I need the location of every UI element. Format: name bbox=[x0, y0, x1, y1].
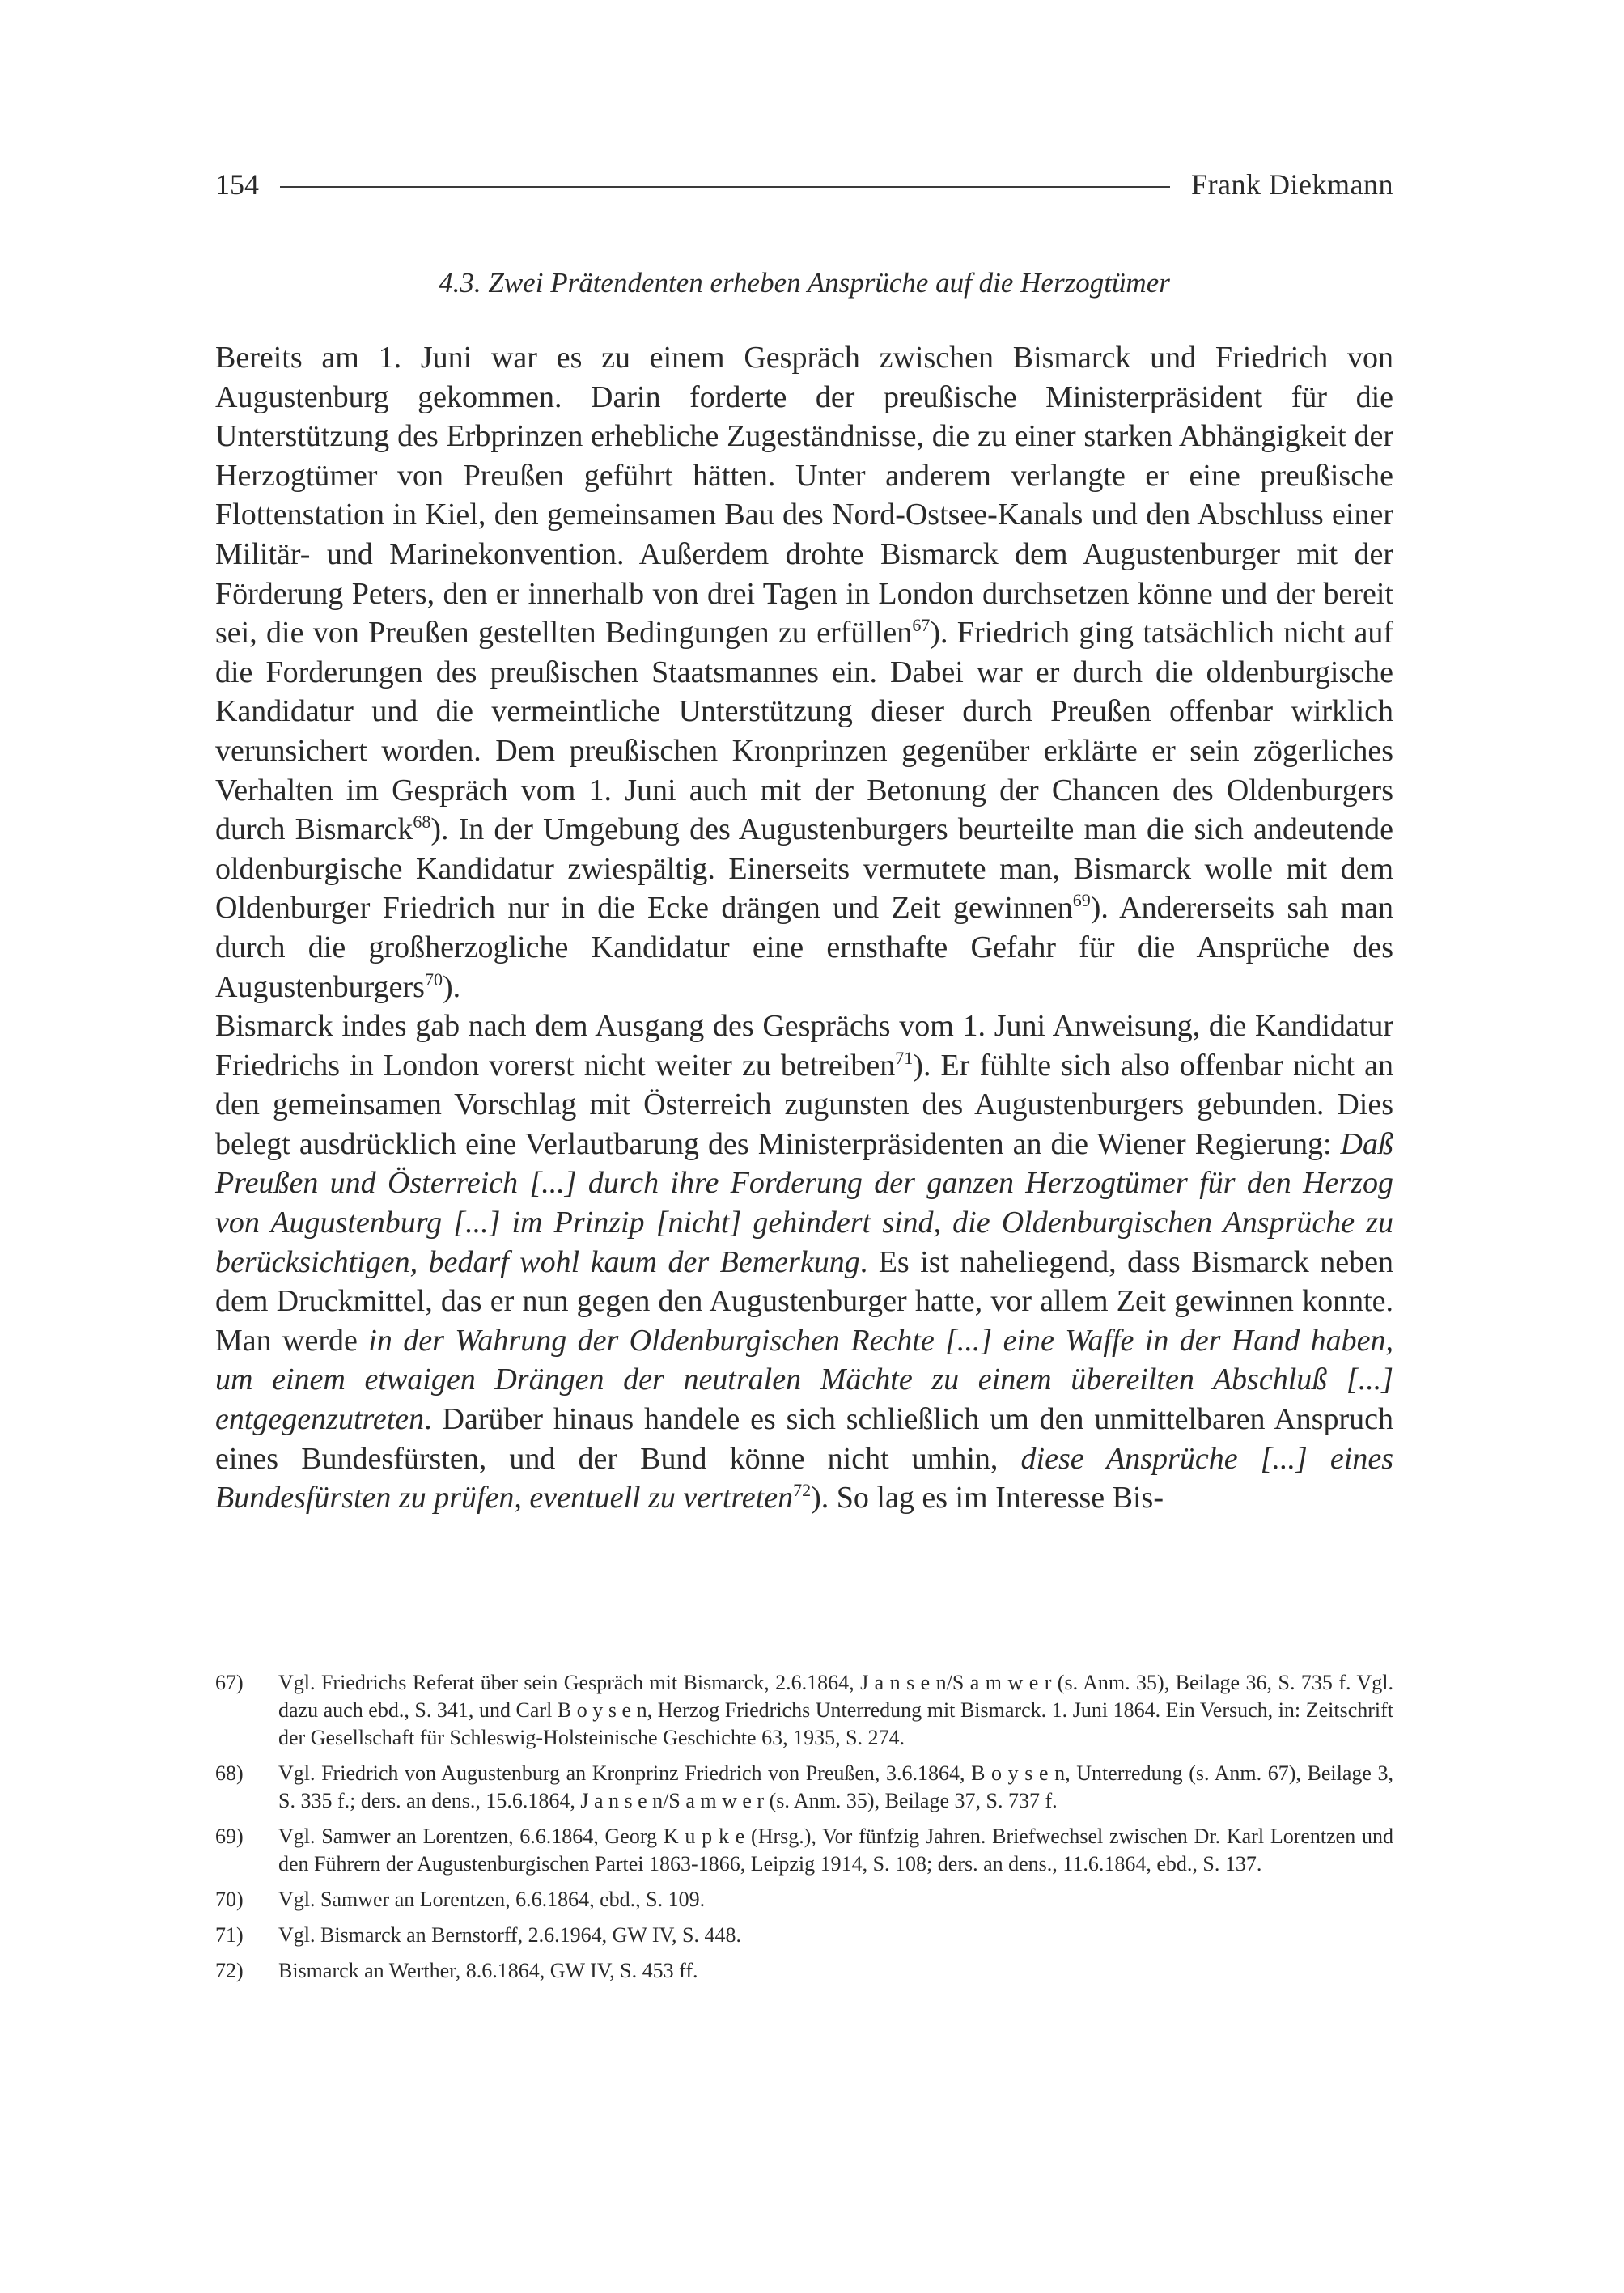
text-run: ). Andererseits sah man durch die großherzogliche Kandidatur eine ernsthafte Gefahr für die Ansprüche des Augustenburgers bbox=[215, 891, 1393, 1004]
text-run: ). In der Umgebung des Augustenburgers beurteilte man die sich andeutende oldenburgische Kandidatur zwiespältig. Einerseits vermutete man, Bismarck wolle mit dem Oldenburger Friedrich nur in die Ecke drängen und Zeit gewinnen bbox=[215, 812, 1394, 926]
text-run: . Es ist naheliegend, dass Bismarck neben dem Druckmittel, das er nun gegen den Augustenburger hatte, vor allem Zeit gewinnen konnte. Man werde bbox=[215, 1244, 1393, 1358]
footnote-ref-68[interactable]: 68 bbox=[413, 812, 431, 833]
text-run: ). Friedrich ging tatsächlich nicht auf die Forderungen des preußischen Staatsmannes ein. Dabei war er durch die oldenburgische Kandidatur und die vermeintliche Unterstützung dieser durch Preußen offenbar wirklich verunsichert worden. Dem preußischen Kronprinzen gegenüber erklärte er sein zögerliches Verhalten im Gespräch vom 1. Juni auch mit der Betonung der Chancen des Oldenburgers durch Bismarck bbox=[215, 616, 1393, 847]
footnote-70 bbox=[215, 1886, 1393, 1914]
body-text bbox=[215, 338, 1393, 1518]
footnote-number: 68) bbox=[215, 1761, 244, 1785]
footnote-text: Vgl. Friedrich von Augustenburg an Kronprinz Friedrich von Preußen, 3.6.1864, B o y s e n, Unterredung (s. Anm. 67), Beilage 3, S. 335 f.; ders. an dens., 15.6.1864, J a n s e n/S a m w e r (s. Anm. 35), Beilage 37, S. 737 f. bbox=[278, 1761, 1393, 1812]
quotation: Daß Preußen und Österreich [...] durch ihre Forderung der ganzen Herzogtümer für den Herzog von Augustenburg [...] im Prinzip [nicht] gehindert sind, die Oldenburgischen Ansprüche zu berücksichtigen, bedarf wohl kaum der Bemerkung bbox=[215, 1126, 1393, 1279]
footnote-ref-69[interactable]: 69 bbox=[1072, 890, 1091, 911]
paragraph-1 bbox=[215, 338, 1393, 1007]
footnote-ref-67[interactable]: 67 bbox=[912, 615, 931, 636]
text-run: Bereits am 1. Juni war es zu einem Gespräch zwischen Bismarck und Friedrich von Augustenburg gekommen. Darin forderte der preußische Ministerpräsident für die Unterstützung des Erbprinzen erhebliche Zugeständnisse, die zu einer starken Abhängigkeit der Herzogtümer von Preußen geführt hätten. Unter anderem verlangte er eine preußische Flottenstation in Kiel, den gemeinsamen Bau des Nord-Ostsee-Kanals und den Abschluss einer Militär- und Marinekonvention. Außerdem drohte Bismarck dem Augustenburger mit der Förderung Peters, den er innerhalb von drei Tagen in London durchsetzen könne und der bereit sei, die von Preußen gestellten Bedingungen zu erfüllen bbox=[215, 341, 1393, 651]
running-head-author: Frank Diekmann bbox=[1191, 168, 1393, 201]
footnote-number: 69) bbox=[215, 1825, 244, 1848]
footnote-ref-70[interactable]: 70 bbox=[424, 968, 443, 990]
page-number: 154 bbox=[215, 168, 259, 201]
footnote-number: 70) bbox=[215, 1888, 244, 1911]
footnote-72 bbox=[215, 1957, 1393, 1985]
running-head bbox=[215, 162, 1393, 207]
footnote-71 bbox=[215, 1922, 1393, 1949]
footnote-text: Vgl. Samwer an Lorentzen, 6.6.1864, ebd., S. 109. bbox=[278, 1888, 706, 1911]
footnote-ref-71[interactable]: 71 bbox=[895, 1047, 914, 1068]
quotation: in der Wahrung der Oldenburgischen Rechte [...] eine Waffe in der Hand haben, um einem etwaigen Drängen der neutralen Mächte zu einem übereilten Abschluß [...] entgegenzutreten bbox=[215, 1323, 1393, 1437]
footnotes bbox=[215, 1669, 1393, 1993]
footnote-number: 67) bbox=[215, 1671, 244, 1694]
footnote-number: 71) bbox=[215, 1923, 244, 1947]
quotation: diese Ansprüche [...] eines Bundesfürsten zu prüfen, eventuell zu vertreten bbox=[215, 1441, 1393, 1515]
section-title: 4.3. Zwei Prätendenten erheben Ansprüche auf die Herzogtümer bbox=[439, 267, 1170, 299]
footnote-69 bbox=[215, 1823, 1393, 1878]
header-rule bbox=[280, 186, 1170, 188]
footnote-text: Vgl. Samwer an Lorentzen, 6.6.1864, Georg K u p k e (Hrsg.), Vor fünfzig Jahren. Briefwechsel zwischen Dr. Karl Lorentzen und den Führern der Augustenburgischen Partei 1863-1866, Leipzig 1914, S. 108; ders. an dens., 11.6.1864, ebd., S. 137. bbox=[278, 1825, 1393, 1876]
footnote-67 bbox=[215, 1669, 1393, 1752]
footnote-number: 72) bbox=[215, 1959, 244, 1982]
text-run: ). Er fühlte sich also offenbar nicht an den gemeinsamen Vorschlag mit Österreich zugunsten des Augustenburgers gebunden. Dies belegt ausdrücklich eine Verlautbarung des Ministerpräsidenten an die Wiener Regierung: bbox=[215, 1048, 1393, 1161]
paragraph-2 bbox=[215, 1007, 1393, 1518]
text-run: . Darüber hinaus handele es sich schließlich um den unmittelbaren Anspruch eines Bundesfürsten, und der Bund könne nicht umhin, bbox=[215, 1402, 1393, 1476]
footnote-text: Bismarck an Werther, 8.6.1864, GW IV, S. 453 ff. bbox=[278, 1959, 698, 1982]
text-run: ). So lag es im Interesse Bis- bbox=[811, 1481, 1164, 1515]
footnote-text: Vgl. Bismarck an Bernstorff, 2.6.1964, GW IV, S. 448. bbox=[278, 1923, 741, 1947]
text-run: Bismarck indes gab nach dem Ausgang des Gesprächs vom 1. Juni Anweisung, die Kandidatur Friedrichs in London vorerst nicht weiter zu betreiben bbox=[215, 1009, 1393, 1083]
footnote-ref-72[interactable]: 72 bbox=[793, 1480, 812, 1501]
text-run: ). bbox=[442, 969, 461, 1004]
footnote-68 bbox=[215, 1760, 1393, 1815]
footnote-text: Vgl. Friedrichs Referat über sein Gespräch mit Bismarck, 2.6.1864, J a n s e n/S a m w e r (s. Anm. 35), Beilage 36, S. 735 f. Vgl. dazu auch ebd., S. 341, und Carl B o y s e n, Herzog Friedrichs Unterredung mit Bismarck. 1. Juni 1864. Ein Versuch, in: Zeitschrift der Gesellschaft für Schleswig-Holsteinische Geschichte 63, 1935, S. 274. bbox=[278, 1671, 1393, 1749]
